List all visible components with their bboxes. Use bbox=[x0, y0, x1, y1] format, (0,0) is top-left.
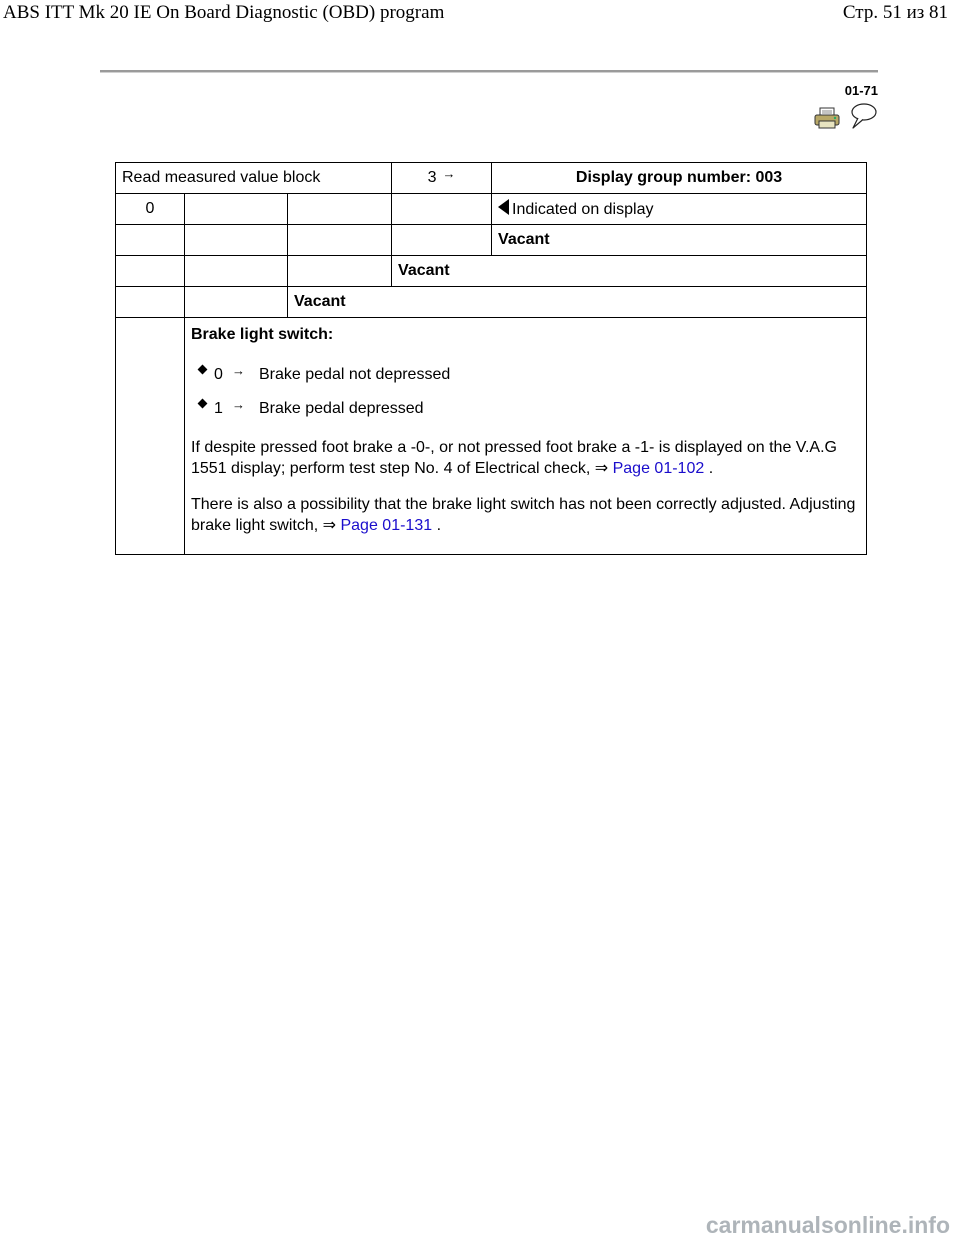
display-group-cell bbox=[392, 163, 492, 194]
paragraph-text: There is also a possibility that the brake light switch has not been correctly adjusted. Adjusting brake light switch, bbox=[191, 496, 856, 534]
display-group-value: 3 bbox=[427, 169, 437, 186]
table-row bbox=[116, 163, 867, 194]
field1-value: 0 bbox=[116, 194, 185, 225]
speech-bubble-icon[interactable] bbox=[848, 101, 878, 131]
brake-light-switch-cell bbox=[185, 318, 867, 555]
empty-cell bbox=[392, 225, 492, 256]
paragraph-end: . bbox=[436, 517, 442, 534]
measured-value-table bbox=[115, 162, 867, 555]
table-row bbox=[116, 256, 867, 287]
paragraph bbox=[191, 437, 860, 479]
watermark: carmanualsonline.info bbox=[705, 1212, 950, 1238]
indicated-cell bbox=[492, 194, 867, 225]
page-01-131-link[interactable]: Page 01-131 bbox=[340, 517, 433, 534]
table-row bbox=[116, 225, 867, 256]
table-row bbox=[116, 318, 867, 555]
vacant-field-4: Vacant bbox=[492, 225, 867, 256]
empty-cell bbox=[288, 256, 392, 287]
paragraph-end: . bbox=[708, 460, 714, 477]
document-title: ABS ITT Mk 20 IE On Board Diagnostic (OBD) program bbox=[3, 2, 445, 23]
diamond-bullet-icon bbox=[198, 365, 208, 375]
empty-cell bbox=[185, 256, 288, 287]
read-measured-value-label: Read measured value block bbox=[116, 163, 392, 194]
indicated-on-display-label: Indicated on display bbox=[512, 201, 654, 218]
table-row bbox=[116, 287, 867, 318]
empty-cell bbox=[116, 225, 185, 256]
vacant-field-2: Vacant bbox=[288, 287, 867, 318]
empty-cell bbox=[288, 225, 392, 256]
header-rule bbox=[100, 70, 878, 73]
left-triangle-icon bbox=[498, 199, 509, 215]
table-row bbox=[116, 194, 867, 225]
display-group-heading: Display group number: 003 bbox=[492, 163, 867, 194]
vacant-field-3: Vacant bbox=[392, 256, 867, 287]
arrow-right-icon: → bbox=[232, 397, 245, 412]
empty-cell bbox=[116, 287, 185, 318]
empty-cell bbox=[116, 256, 185, 287]
empty-cell bbox=[116, 318, 185, 555]
empty-cell bbox=[185, 225, 288, 256]
empty-cell bbox=[185, 194, 288, 225]
paragraph-text: If despite pressed foot brake a -0-, or not pressed foot brake a -1- is displayed on the V.A.G 1551 display; perform test step No. 4 of Electrical check, bbox=[191, 439, 837, 477]
printer-icon[interactable] bbox=[814, 107, 840, 129]
diamond-bullet-icon bbox=[198, 399, 208, 409]
list-item bbox=[191, 392, 860, 426]
page-indicator: Стр. 51 из 81 bbox=[842, 2, 948, 23]
bullet-text: Brake pedal depressed bbox=[259, 400, 424, 417]
empty-cell bbox=[392, 194, 492, 225]
empty-cell bbox=[288, 194, 392, 225]
brake-light-switch-title: Brake light switch: bbox=[191, 326, 334, 343]
page-01-102-link[interactable]: Page 01-102 bbox=[612, 460, 705, 477]
bullet-value: 0 bbox=[214, 366, 223, 383]
bullet-text: Brake pedal not depressed bbox=[259, 366, 451, 383]
double-arrow-icon: ⇒ bbox=[594, 460, 609, 477]
bullet-value: 1 bbox=[214, 400, 223, 417]
paragraph bbox=[191, 494, 860, 536]
page-header bbox=[0, 0, 960, 24]
double-arrow-icon: ⇒ bbox=[322, 517, 337, 534]
empty-cell bbox=[185, 287, 288, 318]
list-item bbox=[191, 358, 860, 392]
arrow-right-icon: → bbox=[232, 363, 245, 378]
page-number: 01-71 bbox=[844, 83, 878, 98]
arrow-right-icon: → bbox=[442, 166, 456, 181]
